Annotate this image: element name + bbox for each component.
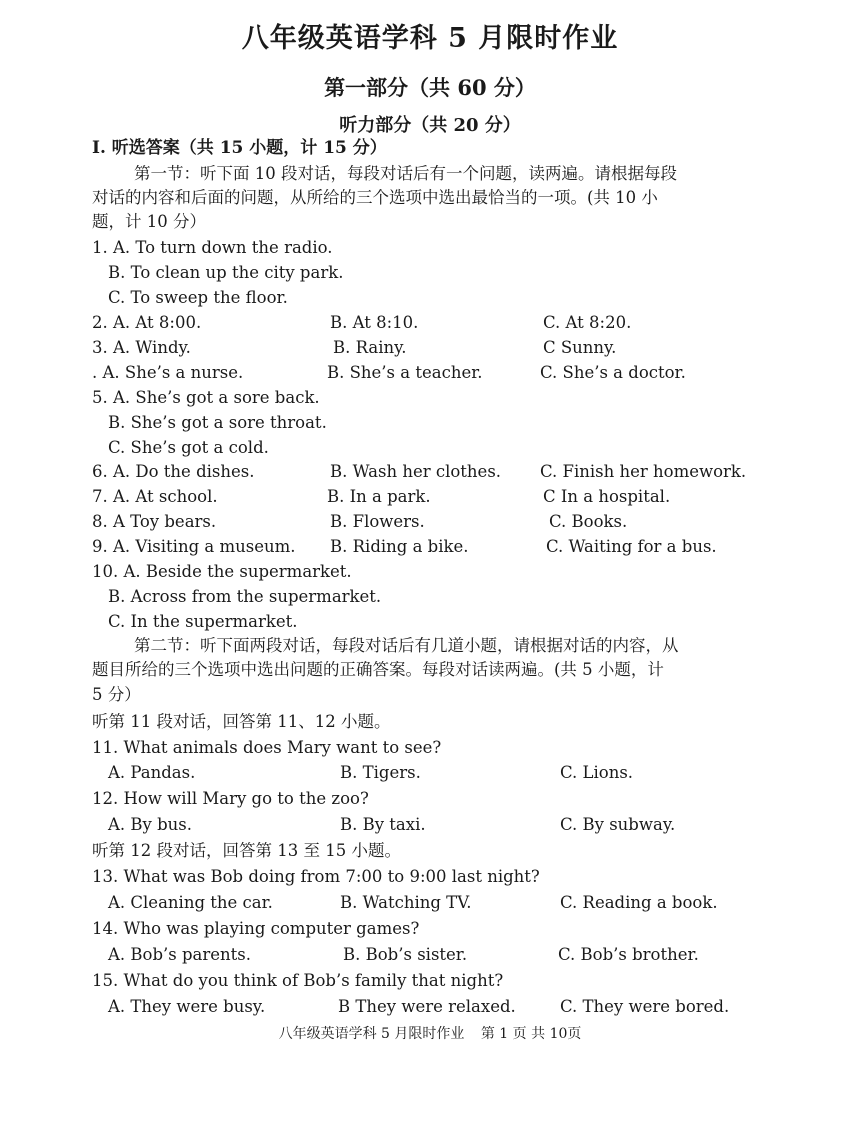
q8-option-c: C. Books. xyxy=(549,512,628,531)
q1-option-a: 1. A. To turn down the radio. xyxy=(92,238,333,257)
q13-option-c: C. Reading a book. xyxy=(560,893,718,912)
q15-option-c: C. They were bored. xyxy=(560,997,730,1016)
footer-doc-name: 八年级英语学科 5 月限时作业 xyxy=(278,1026,465,1042)
q4-option-c: C. She’s a doctor. xyxy=(540,363,686,382)
q1-option-b: B. To clean up the city park. xyxy=(108,263,344,282)
listening-title: 听力部分（共 20 分） xyxy=(339,115,521,136)
dialog-instruction: 听第 11 段对话，回答第 11、12 小题。 xyxy=(92,712,391,731)
q15-option-a: A. They were busy. xyxy=(108,997,266,1016)
q5-option-a: 5. A. She’s got a sore back. xyxy=(92,388,320,407)
q13-option-a: A. Cleaning the car. xyxy=(108,893,273,912)
q2-option-b: B. At 8:10. xyxy=(330,313,419,332)
q7-option-b: B. In a park. xyxy=(327,487,431,506)
q1-option-c: C. To sweep the floor. xyxy=(108,288,288,307)
q9-option-a: 9. A. Visiting a museum. xyxy=(92,537,296,556)
page-footer xyxy=(0,1023,860,1043)
instruction-line: 题目所给的三个选项中选出问题的正确答案。每段对话读两遍。(共 5 小题，计 xyxy=(92,660,664,679)
q8-option-b: B. Flowers. xyxy=(330,512,425,531)
q14-option-b: B. Bob’s sister. xyxy=(343,945,468,964)
part-title: 第一部分（共 60 分） xyxy=(324,75,536,100)
q3-option-b: B. Rainy. xyxy=(333,338,407,357)
q7-option-c: C In a hospital. xyxy=(543,487,671,506)
q3-option-c: C Sunny. xyxy=(543,338,617,357)
q10-option-c: C. In the supermarket. xyxy=(108,612,298,631)
instruction-line: 第一节：听下面 10 段对话，每段对话后有一个问题，读两遍。请根据每段 xyxy=(134,164,677,183)
q12-option-c: C. By subway. xyxy=(560,815,676,834)
instruction-line: 第二节：听下面两段对话，每段对话后有几道小题，请根据对话的内容，从 xyxy=(134,636,679,655)
q14-option-a: A. Bob’s parents. xyxy=(108,945,252,964)
q13-question: 13. What was Bob doing from 7:00 to 9:00 last night? xyxy=(92,867,540,886)
q10-option-a: 10. A. Beside the supermarket. xyxy=(92,562,352,581)
q12-question: 12. How will Mary go to the zoo? xyxy=(92,789,369,808)
q9-option-c: C. Waiting for a bus. xyxy=(546,537,717,556)
page-title: 八年级英语学科 5 月限时作业 xyxy=(241,23,619,54)
footer-page-number: 第 1 页 共 10页 xyxy=(480,1026,582,1042)
q7-option-a: 7. A. At school. xyxy=(92,487,218,506)
q14-question: 14. Who was playing computer games? xyxy=(92,919,420,938)
q15-option-b: B They were relaxed. xyxy=(338,997,516,1016)
dialog-instruction: 听第 12 段对话，回答第 13 至 15 小题。 xyxy=(92,841,401,860)
q11-option-a: A. Pandas. xyxy=(108,763,196,782)
q5-option-b: B. She’s got a sore throat. xyxy=(108,413,327,432)
q14-option-c: C. Bob’s brother. xyxy=(558,945,699,964)
instruction-line: 对话的内容和后面的问题，从所给的三个选项中选出最恰当的一项。(共 10 小 xyxy=(92,188,658,207)
q12-option-b: B. By taxi. xyxy=(340,815,426,834)
instruction-line: 题，计 10 分） xyxy=(92,212,206,231)
q11-question: 11. What animals does Mary want to see? xyxy=(92,738,442,757)
q4-option-a: . A. She’s a nurse. xyxy=(92,363,244,382)
q11-option-c: C. Lions. xyxy=(560,763,634,782)
q12-option-a: A. By bus. xyxy=(108,815,192,834)
q2-option-c: C. At 8:20. xyxy=(543,313,632,332)
q2-option-a: 2. A. At 8:00. xyxy=(92,313,202,332)
q6-option-b: B. Wash her clothes. xyxy=(330,462,502,481)
q4-option-b: B. She’s a teacher. xyxy=(327,363,483,382)
section1-heading: I. 听选答案（共 15 小题，计 15 分） xyxy=(92,138,387,158)
q11-option-b: B. Tigers. xyxy=(340,763,421,782)
q5-option-c: C. She’s got a cold. xyxy=(108,438,269,457)
q13-option-b: B. Watching TV. xyxy=(340,893,472,912)
q10-option-b: B. Across from the supermarket. xyxy=(108,587,382,606)
q6-option-a: 6. A. Do the dishes. xyxy=(92,462,255,481)
q15-question: 15. What do you think of Bob’s family that night? xyxy=(92,971,504,990)
q6-option-c: C. Finish her homework. xyxy=(540,462,747,481)
instruction-line: 5 分） xyxy=(92,685,141,704)
q3-option-a: 3. A. Windy. xyxy=(92,338,191,357)
q8-option-a: 8. A Toy bears. xyxy=(92,512,217,531)
q9-option-b: B. Riding a bike. xyxy=(330,537,469,556)
